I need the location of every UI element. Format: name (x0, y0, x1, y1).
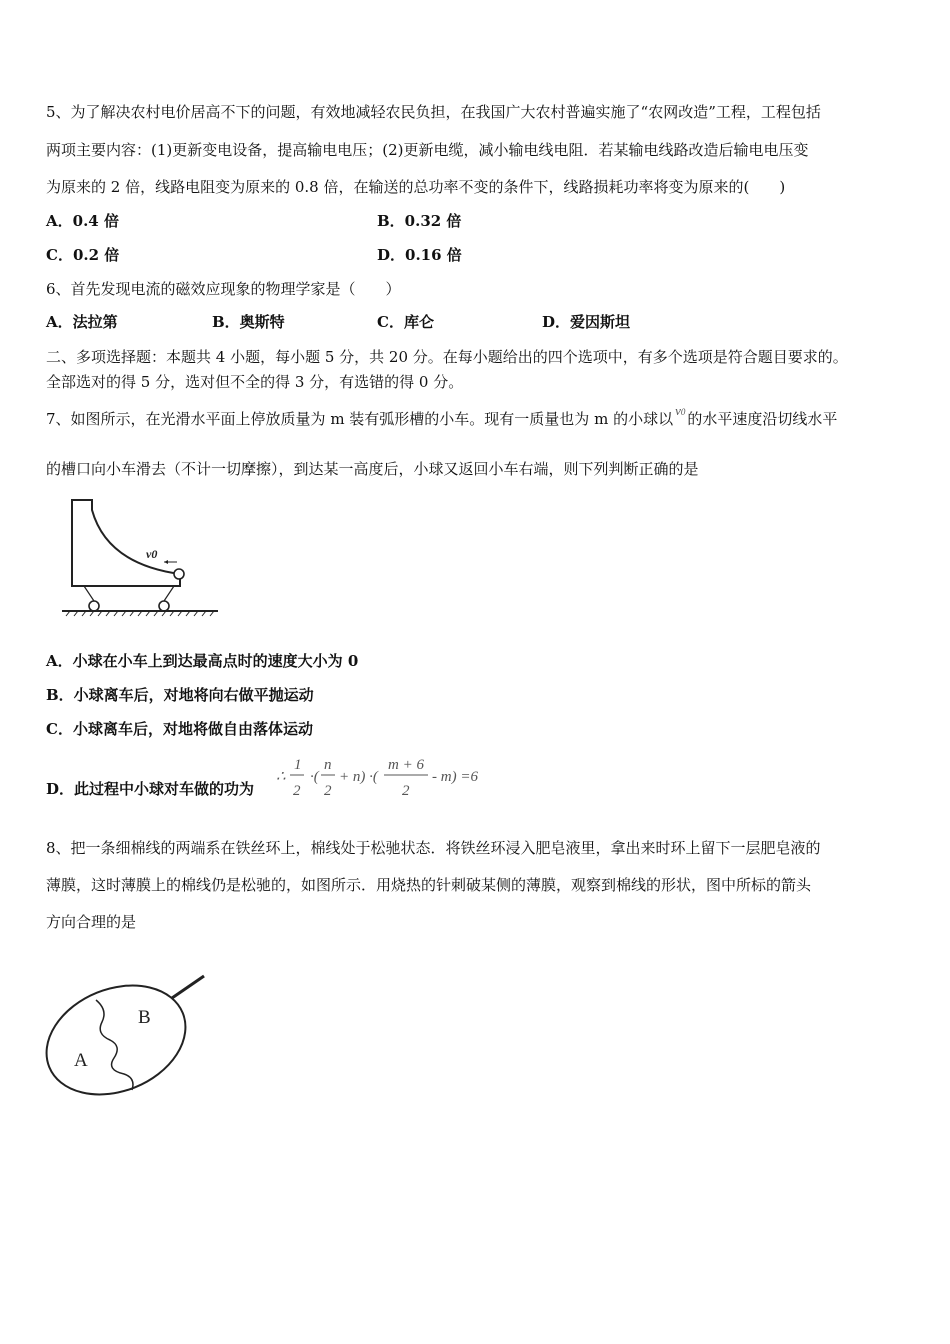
q5-option-c: C．0.2 倍 (46, 246, 120, 264)
region-b-label: B (138, 1007, 151, 1028)
q5-stem-line-3: 为原来的 2 倍，线路电阻变为原来的 0.8 倍，在输送的总功率不变的条件下，线路损耗功率将变为原来的( ) (46, 178, 786, 196)
q6-option-b: B．奥斯特 (212, 313, 285, 331)
q5-stem-line-2: 两项主要内容：(1)更新变电设备，提高输电电压；(2)更新电缆，减小输电线电阻．若某输电线路改造后输电电压变 (46, 141, 809, 159)
wire-handle (172, 976, 204, 998)
q7-option-b: B．小球离车后，对地将向右做平抛运动 (46, 686, 314, 704)
region-a-label: A (74, 1050, 88, 1071)
v0-figure-label: v0 (146, 547, 158, 561)
q7-stem-line-1 (46, 403, 838, 432)
q7-option-d-formula (276, 752, 516, 802)
q7-option-c: C．小球离车后，对地将做自由落体运动 (46, 720, 313, 738)
formula-den-3: 2 (402, 783, 410, 799)
formula-den-2: 2 (324, 783, 332, 799)
cotton-thread (96, 1000, 133, 1090)
q6-option-c: C．库仑 (377, 313, 434, 331)
q8-wire-loop-figure (44, 974, 214, 1099)
q6-option-a: A．法拉第 (46, 313, 118, 331)
velocity-arrowhead-icon (164, 560, 168, 564)
formula-num-2: n (324, 757, 332, 773)
formula-mid: + n) ·( (339, 769, 378, 785)
section2-line-1: 二、多项选择题：本题共 4 小题，每小题 5 分，共 20 分。在每小题给出的四个选项中，有多个选项是符合题目要求的。 (46, 348, 848, 366)
axle-left (84, 586, 94, 601)
q8-stem-line-2: 薄膜，这时薄膜上的棉线仍是松驰的，如图所示．用烧热的针刺破某侧的薄膜，观察到棉线的形状，图中所标的箭头 (46, 876, 812, 894)
q7-option-d: D．此过程中小球对车做的功为 (46, 780, 255, 798)
formula-open-1: ·( (310, 769, 319, 785)
v0-letter: v (675, 403, 681, 418)
q5-option-d: D．0.16 倍 (377, 246, 462, 264)
q5-stem-line-1: 5、为了解决农村电价居高不下的问题，有效地减轻农民负担，在我国广大农村普遍实施了“农网改造”工程，工程包括 (46, 103, 821, 121)
q7-stem-line-1-before: 7、如图所示，在光滑水平面上停放质量为 m 装有弧形槽的小车。现有一质量也为 m 的小球以 (46, 410, 674, 428)
formula-tail: - m) =6 (432, 769, 478, 785)
ball-icon (174, 569, 184, 579)
q8-stem-line-1: 8、把一条细棉线的两端系在铁丝环上，棉线处于松驰状态．将铁丝环浸入肥皂液里，拿出来时环上留下一层肥皂液的 (46, 839, 821, 857)
formula-therefore: ∴ (276, 769, 286, 785)
q6-stem: 6、首先发现电流的磁效应现象的物理学家是（ ） (46, 280, 401, 298)
formula-den-1: 2 (293, 783, 301, 799)
formula-num-3: m + 6 (388, 757, 424, 773)
section2-line-2: 全部选对的得 5 分，选对但不全的得 3 分，有选错的得 0 分。 (46, 373, 464, 391)
axle-right (164, 586, 174, 601)
q6-option-d: D．爱因斯坦 (542, 313, 631, 331)
wheel-right-icon (159, 601, 169, 611)
q7-cart-figure (62, 494, 242, 619)
v0-symbol (675, 403, 685, 418)
q5-option-b: B．0.32 倍 (377, 212, 462, 230)
cart-body (72, 500, 180, 586)
q8-stem-line-3: 方向合理的是 (46, 913, 137, 931)
q7-stem-line-2: 的槽口向小车滑去（不计一切摩擦），到达某一高度后，小球又返回小车右端，则下列判断正确的是 (46, 460, 699, 478)
wire-loop (30, 966, 202, 1115)
v0-subscript: 0 (680, 407, 686, 417)
wheel-left-icon (89, 601, 99, 611)
q7-stem-line-1-after: 的水平速度沿切线水平 (687, 410, 838, 428)
q5-option-a: A．0.4 倍 (46, 212, 119, 230)
q7-option-a: A．小球在小车上到达最高点时的速度大小为 0 (46, 652, 359, 670)
formula-num-1: 1 (294, 757, 302, 773)
